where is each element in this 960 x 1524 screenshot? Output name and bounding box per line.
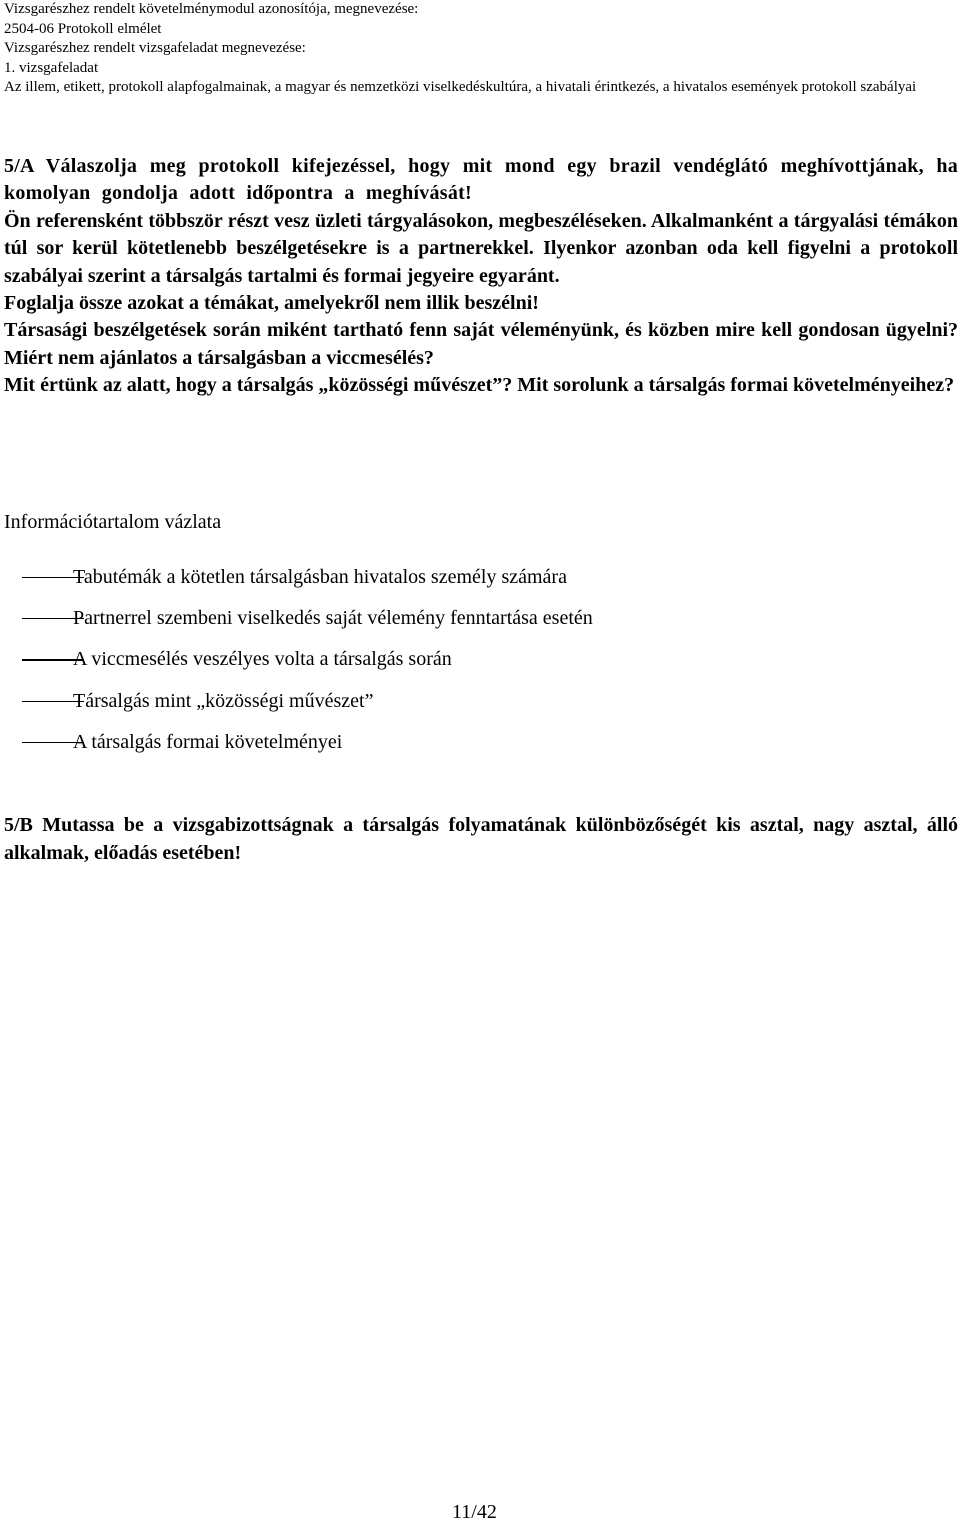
task-a: [4, 153, 958, 400]
header-module-name: 2504-06 Protokoll elmélet: [4, 20, 162, 37]
info-outline-title: Információtartalom vázlata: [4, 511, 222, 533]
header-task-label: Vizsgarészhez rendelt vizsgafeladat megnevezése:: [4, 40, 306, 57]
task-b: 5/B Mutassa be a vizsgabizottságnak a társalgás folyamatának különbözőségét kis asztal, nagy asztal, álló alkalmak, előadás esetében!: [4, 814, 958, 864]
task-a-instruction-topics: Foglalja össze azokat a témákat, amelyekről nem illik beszélni!: [4, 292, 539, 315]
page-number: 11/42: [452, 1501, 497, 1523]
list-item: [4, 688, 904, 729]
task-a-context: Ön referensként többször részt vesz üzleti tárgyalásokon, megbeszéléseken. Alkalmanként a tárgyalási témákon túl sor kerül kötetlenebb beszélgetésekre is a partnerekkel. Ilyenkor azonban oda kell figyelni a protokoll szabályai szerint a társalgás tartalmi és formai jegyeire egyaránt.: [4, 209, 958, 287]
header-task-topic: Az illem, etikett, protokoll alapfogalmainak, a magyar és nemzetközi viselkedéskultúra, a hivatali érintkezés, a hivatalos események protokoll szabályai: [4, 79, 917, 96]
list-item-text: A viccmesélés veszélyes volta a társalgás során: [73, 648, 452, 671]
list-item: [4, 564, 904, 605]
header-task-number: 1. vizsgafeladat: [4, 59, 99, 76]
task-a-instruction-art: Mit értünk az alatt, hogy a társalgás „közösségi művészet”? Mit sorolunk a társalgás formai követelményeihez?: [4, 374, 955, 397]
list-item-text: Tabutémák a kötetlen társalgásban hivatalos személy számára: [73, 566, 567, 588]
list-item: [4, 646, 904, 687]
list-item: [4, 605, 904, 646]
list-item-text: Társalgás mint „közösségi művészet”: [73, 689, 374, 712]
task-a-question: 5/A Válaszolja meg protokoll kifejezéssel, hogy mit mond egy brazil vendéglátó meghívottjának, ha komolyan gondolja adott időpontra a meghívását!: [4, 155, 958, 205]
exam-header: [4, 0, 956, 98]
list-item-text: A társalgás formai követelményei: [73, 730, 343, 753]
header-module-label: Vizsgarészhez rendelt követelménymodul azonosítója, megnevezése:: [4, 1, 419, 17]
info-outline-list: [4, 564, 904, 770]
list-item-text: Partnerrel szembeni viselkedés saját vélemény fenntartása esetén: [73, 607, 593, 630]
task-a-instruction-opinion: Társasági beszélgetések során miként tartható fenn saját véleményünk, és közben mire kell gondosan ügyelni? Miért nem ajánlatos a társalgásban a viccmesélés?: [4, 319, 958, 369]
list-item: [4, 729, 904, 770]
